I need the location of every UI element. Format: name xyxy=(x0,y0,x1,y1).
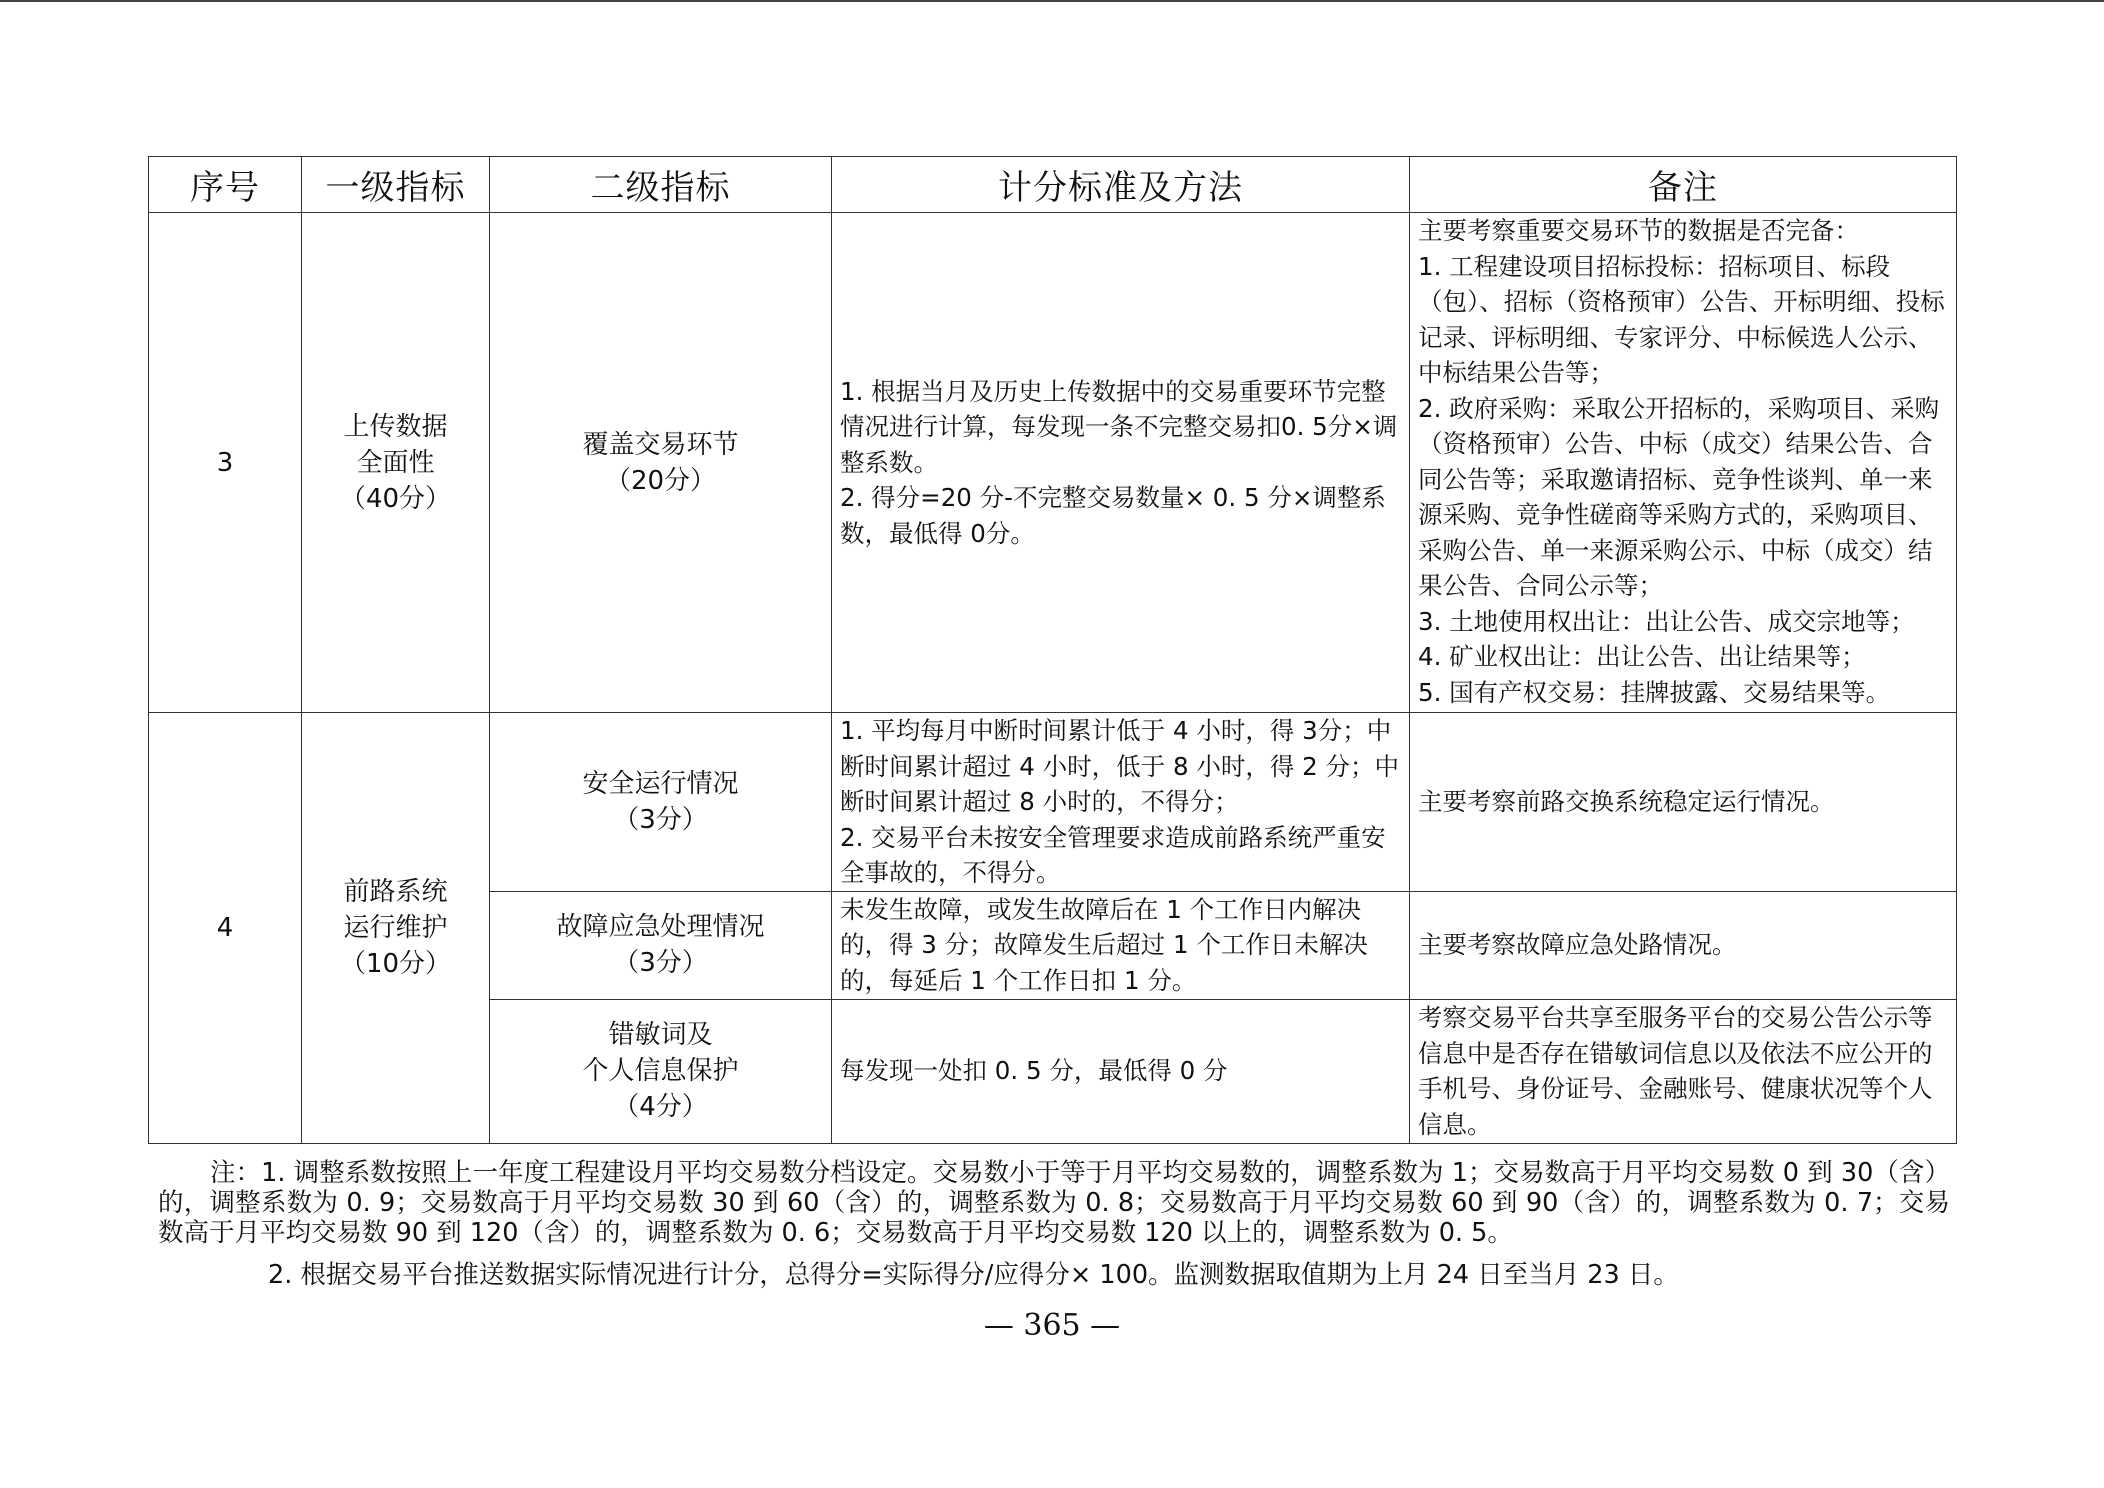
criteria-cell: 1. 根据当月及历史上传数据中的交易重要环节完整情况进行计算，每发现一条不完整交易扣0. 5分×调整系数。 2. 得分=20 分-不完整交易数量× 0. 5 分×调整系数，最低得 0分。 xyxy=(832,213,1410,713)
level2-name: 安全运行情况 xyxy=(582,768,739,799)
level1-cell xyxy=(302,713,490,1144)
criteria-cell: 1. 平均每月中断时间累计低于 4 小时，得 3分；中断时间累计超过 4 小时，低于 8 小时，得 2 分；中断时间累计超过 8 小时的，不得分； 2. 交易平台未按安全管理要求造成前路系统严重安全事故的，不得分。 xyxy=(832,713,1410,892)
level2-score: （3分） xyxy=(613,804,708,835)
table-header-row xyxy=(149,157,1957,213)
level2-cell xyxy=(490,999,832,1143)
level2-name-line2: 个人信息保护 xyxy=(582,1056,739,1086)
criteria-cell: 每发现一处扣 0. 5 分，最低得 0 分 xyxy=(832,999,1410,1143)
header-note: 备注 xyxy=(1410,157,1957,213)
level2-score: （3分） xyxy=(613,948,708,978)
level1-name-line1: 上传数据 xyxy=(343,411,448,442)
level2-score: （20分） xyxy=(604,465,717,496)
criteria-cell: 未发生故障，或发生故障后在 1 个工作日内解决的，得 3 分；故障发生后超过 1 个工作日未解决的，每延后 1 个工作日扣 1 分。 xyxy=(832,891,1410,999)
note-cell: 主要考察故障应急处路情况。 xyxy=(1410,891,1957,999)
table-row xyxy=(149,713,1957,892)
header-level2: 二级指标 xyxy=(490,157,832,213)
header-level1: 一级指标 xyxy=(302,157,490,213)
level1-name-line2: 运行维护 xyxy=(343,912,448,943)
level2-cell xyxy=(490,713,832,892)
note-cell: 主要考察重要交易环节的数据是否完备： 1. 工程建设项目招标投标：招标项目、标段（包）、招标（资格预审）公告、开标明细、投标记录、评标明细、专家评分、中标候选人公示、中标结果公告等； 2. 政府采购：采取公开招标的，采购项目、采购（资格预审）公告、中标（成交）结果公告、合同公告等；采取邀请招标、竞争性谈判、单一来源采购、竞争性磋商等采购方式的，采购项目、采购公告、单一来源采购公示、中标（成交）结果公告、合同公示等； 3. 土地使用权出让：出让公告、成交宗地等； 4. 矿业权出让：出让公告、出让结果等； 5. 国有产权交易：挂牌披露、交易结果等。 xyxy=(1410,213,1957,713)
level2-name-line1: 错敏词及 xyxy=(608,1020,713,1050)
header-index: 序号 xyxy=(149,157,302,213)
level1-name-line2: 全面性 xyxy=(356,447,435,478)
level2-name: 故障应急处理情况 xyxy=(556,912,765,942)
level1-name-line1: 前路系统 xyxy=(343,876,448,907)
header-criteria: 计分标准及方法 xyxy=(832,157,1410,213)
row-index-cell: 3 xyxy=(149,213,302,713)
footnotes xyxy=(158,1158,1950,1290)
footnote-2: 2. 根据交易平台推送数据实际情况进行计分，总得分=实际得分/应得分× 100。监测数据取值期为上月 24 日至当月 23 日。 xyxy=(268,1260,1679,1290)
note-cell: 考察交易平台共享至服务平台的交易公告公示等信息中是否存在错敏词信息以及依法不应公开的手机号、身份证号、金融账号、健康状况等个人信息。 xyxy=(1410,999,1957,1143)
row-index-cell: 4 xyxy=(149,713,302,1144)
top-border-line xyxy=(0,0,2104,2)
footnote-1: 注：1. 调整系数按照上一年度工程建设月平均交易数分档设定。交易数小于等于月平均交易数的，调整系数为 1；交易数高于月平均交易数 0 到 30（含）的，调整系数为 0. 9；交易数高于月平均交易数 30 到 60（含）的，调整系数为 0. 8；交易数高于月平均交易数 60 到 90（含）的，调整系数为 0. 7；交易数高于月平均交易数 90 到 120（含）的，调整系数为 0. 6；交易数高于月平均交易数 120 以上的，调整系数为 0. 5。 xyxy=(158,1158,1950,1248)
level2-cell xyxy=(490,213,832,713)
level2-score: （4分） xyxy=(613,1092,708,1122)
level1-cell xyxy=(302,213,490,713)
level2-cell xyxy=(490,891,832,999)
level1-score: （10分） xyxy=(339,948,452,979)
evaluation-table xyxy=(148,156,1957,1144)
level1-score: （40分） xyxy=(339,483,452,514)
note-cell: 主要考察前路交换系统稳定运行情况。 xyxy=(1410,713,1957,892)
table-row xyxy=(149,213,1957,713)
level2-name: 覆盖交易环节 xyxy=(582,429,739,460)
page-number: — 365 — xyxy=(983,1308,1121,1343)
